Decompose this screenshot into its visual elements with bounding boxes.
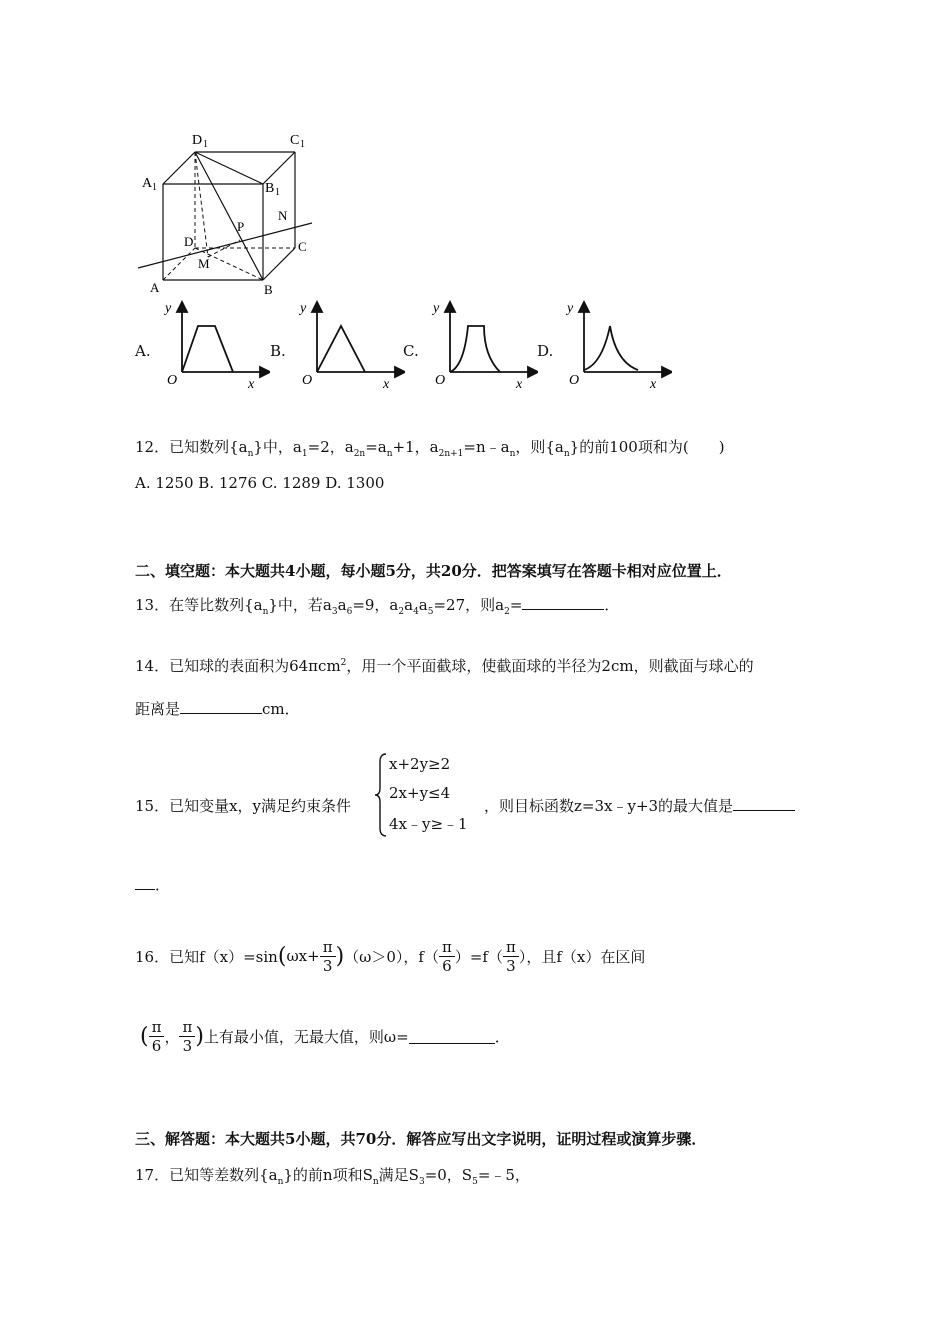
section-2-heading: 二、填空题：本大题共4小题，每小题5分，共20分．把答案填写在答题卡相对应位置上． <box>135 562 732 580</box>
label-d1: D <box>192 133 203 148</box>
constraint-1: x+2y≥2 <box>389 755 451 773</box>
x-label: x <box>248 377 255 390</box>
label-d1-sub: 1 <box>203 139 208 150</box>
origin-label: O <box>435 373 446 388</box>
answer-blank-end[interactable] <box>135 875 155 890</box>
question-16: 16． 已知f（x）=sin ( ωx+ $\frac{\pi}{3}$ ) （ω＞0），f（ $\frac{\pi}{6}$ ）=f（ $\frac{\pi}{3}$ ），且f（x）在区间 <box>135 937 646 975</box>
x-label: x <box>516 377 523 390</box>
cube-figure <box>130 125 330 300</box>
question-15: 15．已知变量x，y满足约束条件 <box>135 797 352 815</box>
question-16-line2: ( $\frac{\pi}{6}$ ， $\frac{\pi}{3}$ ) 上有最小值，无最大值，则ω= ． <box>140 1017 510 1055</box>
question-12: 12．已知数列$\{a_n\}$中，$a_1=2$，$a_{2n}=a_n+1$，$a_{2n+1}=n﹣a_n$，则$\{a_n\}$的前100项和为( ) <box>135 438 725 459</box>
label-c: C <box>298 239 307 254</box>
x-label: x <box>383 377 390 390</box>
graph-c <box>428 300 538 390</box>
origin-label: O <box>167 373 178 388</box>
label-c1: C <box>290 133 300 148</box>
constraint-2: 2x+y≤4 <box>389 784 451 802</box>
label-p: P <box>237 219 245 234</box>
label-d: D <box>184 234 194 249</box>
question-12-options: A. 1250 B. 1276 C. 1289 D. 1300 <box>135 474 385 492</box>
answer-blank[interactable] <box>733 796 795 811</box>
graph-a <box>160 300 270 390</box>
constraint-brace <box>374 752 388 838</box>
question-17: 17．已知等差数列$\{a_n\}$的前n项和$S_n$满足$S_3=0$，$S_5=﹣5$， <box>135 1166 530 1187</box>
label-a1-sub: 1 <box>152 182 157 193</box>
y-label: y <box>433 301 440 316</box>
answer-blank[interactable] <box>409 1029 495 1044</box>
question-14-line2: 距离是 cm． <box>135 700 300 718</box>
label-b1: B <box>265 181 275 196</box>
question-15-cont: ，则目标函数z=3x﹣y+3的最大值是 <box>484 795 795 816</box>
y-label: y <box>300 301 307 316</box>
label-c1-sub: 1 <box>300 139 305 150</box>
constraint-3: 4x﹣y≥﹣1 <box>389 815 468 833</box>
label-a1: A <box>142 176 153 191</box>
origin-label: O <box>569 373 580 388</box>
label-b: B <box>264 282 273 297</box>
option-letter: A. <box>135 342 151 360</box>
label-b1-sub: 1 <box>275 187 280 198</box>
label-n: N <box>278 208 288 223</box>
answer-blank[interactable] <box>180 699 262 714</box>
label-a: A <box>150 280 160 295</box>
question-13: 13．在等比数列$\{a_n\}$中，若$a_3a_6=9$，$a_2a_4a_5=27$，则$a_2=$ ． <box>135 596 620 617</box>
origin-label: O <box>302 373 313 388</box>
graph-d <box>562 300 672 390</box>
section-3-heading: 三、解答题：本大题共5小题，共70分．解答应写出文字说明，证明过程或演算步骤． <box>135 1130 707 1148</box>
label-m: M <box>198 256 210 271</box>
graph-b <box>295 300 405 390</box>
question-14: 14．已知球的表面积为64πcm$^2$，用一个平面截球，使截面球的半径为2cm，则截面与球心的 <box>135 657 754 675</box>
option-letter: D. <box>537 342 554 360</box>
question-15-end: ． <box>135 874 170 895</box>
option-letter: C. <box>403 342 419 360</box>
y-label: y <box>165 301 172 316</box>
y-label: y <box>567 301 574 316</box>
x-label: x <box>650 377 657 390</box>
answer-blank[interactable] <box>522 595 604 610</box>
option-letter: B. <box>270 342 286 360</box>
